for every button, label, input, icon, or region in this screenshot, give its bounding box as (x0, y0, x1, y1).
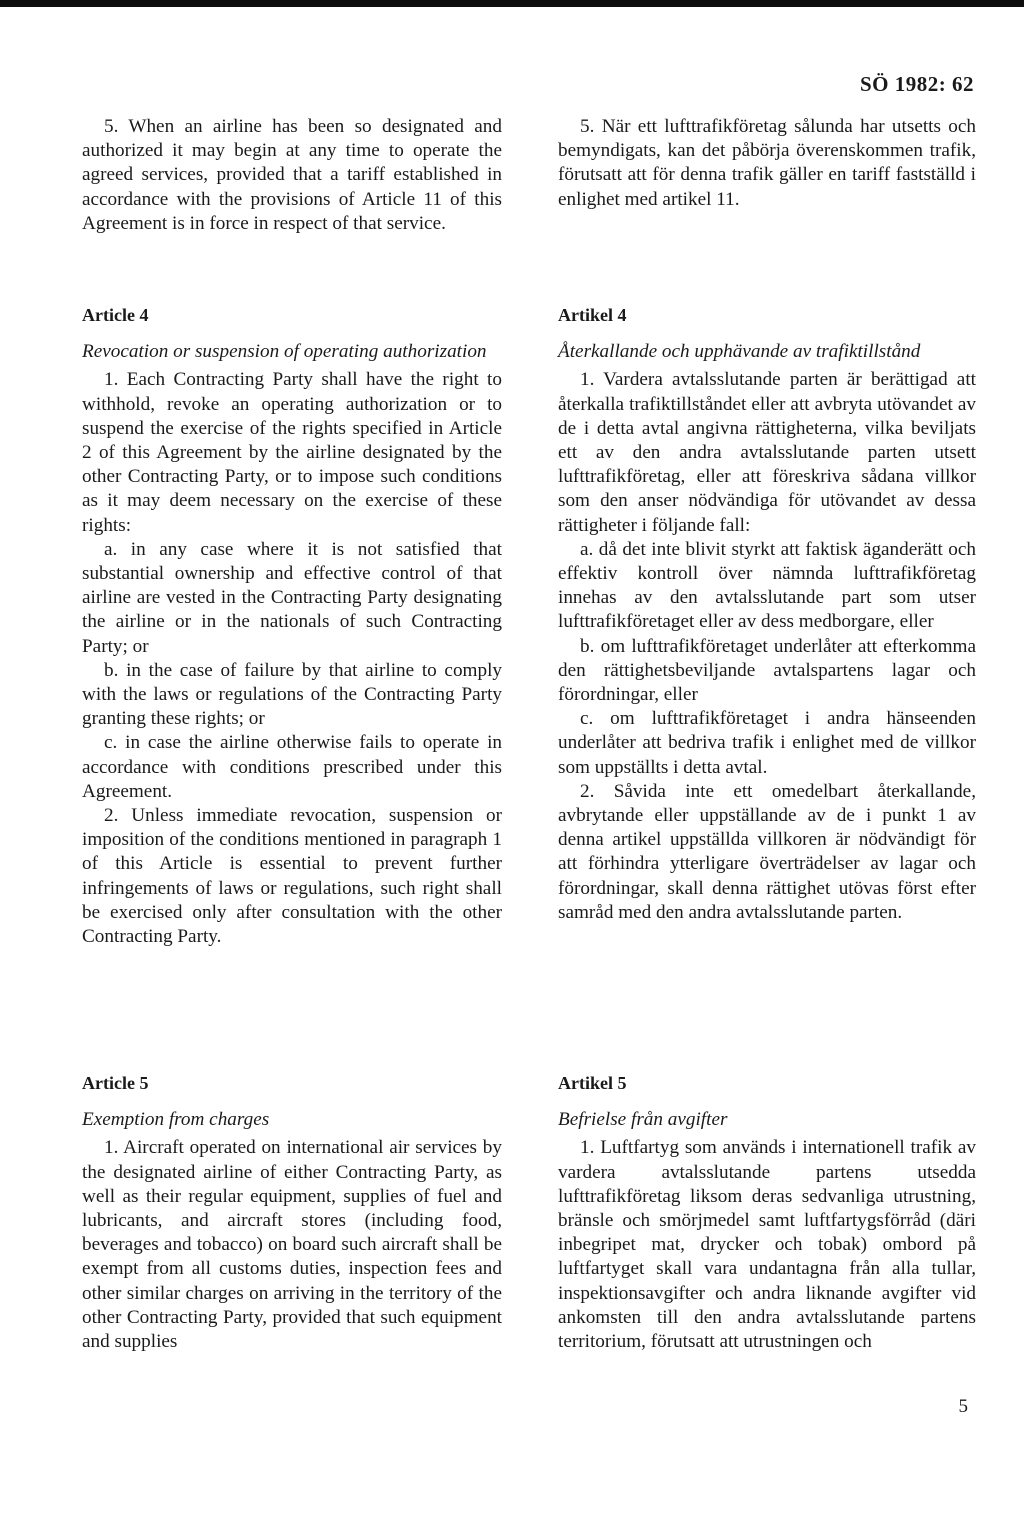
sv-article-4-title: Återkallande och upphävande av trafiktillstånd (558, 341, 921, 363)
en-article-4-item-a: a. in any case where it is not satisfied that substantial ownership and effective control of that airline are vested in the Contracting Party designating the airline or in the nationals of such Contracting Party; or (82, 538, 502, 657)
sv-section-5 (558, 115, 976, 212)
page-number: 5 (958, 1396, 968, 1417)
sv-article-5-heading: Artikel 5 (558, 1073, 627, 1093)
sv-article-4-item-a: a. då det inte blivit styrkt att faktisk äganderätt och effektiv kontroll över nämnda lufttrafikföretag innehas av den avtalsslutande part som utser lufttrafikföretaget eller av dess medborgare, eller (558, 538, 976, 633)
sv-article-5-para-1: 1. Luftfartyg som används i internationell trafik av vardera avtalsslutande partens utsedda lufttrafikföretag liksom deras sedvanliga utrustning, bränsle och smörjmedel samt luftfartygsförråd (däri inbegripet mat, drycker och tobak) ombord på luftfartyget skall vara undantagna från alla tullar, inspektionsavgifter och andra liknande avgifter vid ankomsten till den andra avtalsslutande partens territorium, förutsatt att utrustningen och (558, 1137, 976, 1353)
en-article-4 (82, 303, 502, 949)
en-article-4-para-1: 1. Each Contracting Party shall have the right to withhold, revoke an operating authorization or to suspend the exercise of the rights specified in Article 2 of this Agreement by the airline designated by the other Contracting Party, or to impose such conditions as it may deem necessary on the exercise of these rights: (82, 369, 502, 536)
document-reference: SÖ 1982: 62 (859, 72, 974, 96)
en-article-4-title: Revocation or suspension of operating authorization (82, 341, 487, 363)
sv-article-4-item-b: b. om lufttrafikföretaget underlåter att efterkomma den rättighetsbeviljande avtalspartens lagar och förordningar, eller (558, 635, 976, 706)
sv-article-4-item-c: c. om lufttrafikföretaget i andra hänseenden underlåter att bedriva trafik i enlighet med de villkor som uppställts i detta avtal. (558, 708, 976, 778)
sv-paragraph-5: 5. När ett lufttrafikföretag sålunda har utsetts och bemyndigats, kan det påbörja överenskommen trafik, förutsatt att för denna trafik gäller en tariff fastställd i enlighet med artikel 11. (558, 116, 976, 210)
sv-article-4 (558, 303, 976, 925)
en-article-5-title: Exemption from charges (82, 1109, 270, 1131)
en-article-5 (82, 1071, 502, 1354)
en-article-5-para-1: 1. Aircraft operated on international air services by the designated airline of either Contracting Party, as well as their regular equipment, supplies of fuel and lubricants, and aircraft stores (including food, beverages and tobacco) on board such aircraft shall be exempt from all customs duties, inspection fees and other similar charges on arriving in the territory of the other Contracting Party, provided that such equipment and supplies (82, 1137, 502, 1353)
en-section-5 (82, 115, 502, 236)
en-article-4-heading: Article 4 (82, 305, 149, 325)
en-article-4-para-2: 2. Unless immediate revocation, suspension or imposition of the conditions mentioned in paragraph 1 of this Article is essential to prevent further infringements of laws or regulations, such right shall be exercised only after consultation with the other Contracting Party. (82, 805, 502, 948)
sv-article-5 (558, 1071, 976, 1354)
sv-article-4-para-2: 2. Såvida inte ett omedelbart återkallande, avbrytande eller uppställande av de i punkt 1 av denna artikel uppställda villkoren är nödvändigt för att förhindra ytterligare överträdelser av lagar och förordningar, skall denna rättighet utövas först efter samråd med den andra avtalsslutande parten. (558, 780, 976, 923)
en-article-4-item-b: b. in the case of failure by that airline to comply with the laws or regulations of the Contracting Party granting these rights; or (82, 659, 502, 730)
scan-top-border (0, 0, 1024, 7)
en-paragraph-5: 5. When an airline has been so designated and authorized it may begin at any time to operate the agreed services, provided that a tariff established in accordance with the provisions of Article 11 of this Agreement is in force in respect of that service. (82, 116, 502, 234)
sv-article-5-title: Befrielse från avgifter (558, 1109, 728, 1131)
en-article-4-item-c: c. in case the airline otherwise fails to operate in accordance with conditions prescribed under this Agreement. (82, 732, 502, 802)
sv-article-4-para-1: 1. Vardera avtalsslutande parten är berättigad att återkalla trafiktillståndet eller att avbryta utövandet av de i detta avtal angivna rättigheterna, vilka beviljats ett av den andra avtalsslutande parten utsett lufttrafikföretag, eller att föreskriva sådana villkor som den anser nödvändiga för utövandet av dessa rättigheter i följande fall: (558, 369, 976, 536)
sv-article-4-heading: Artikel 4 (558, 305, 627, 325)
en-article-5-heading: Article 5 (82, 1073, 149, 1093)
